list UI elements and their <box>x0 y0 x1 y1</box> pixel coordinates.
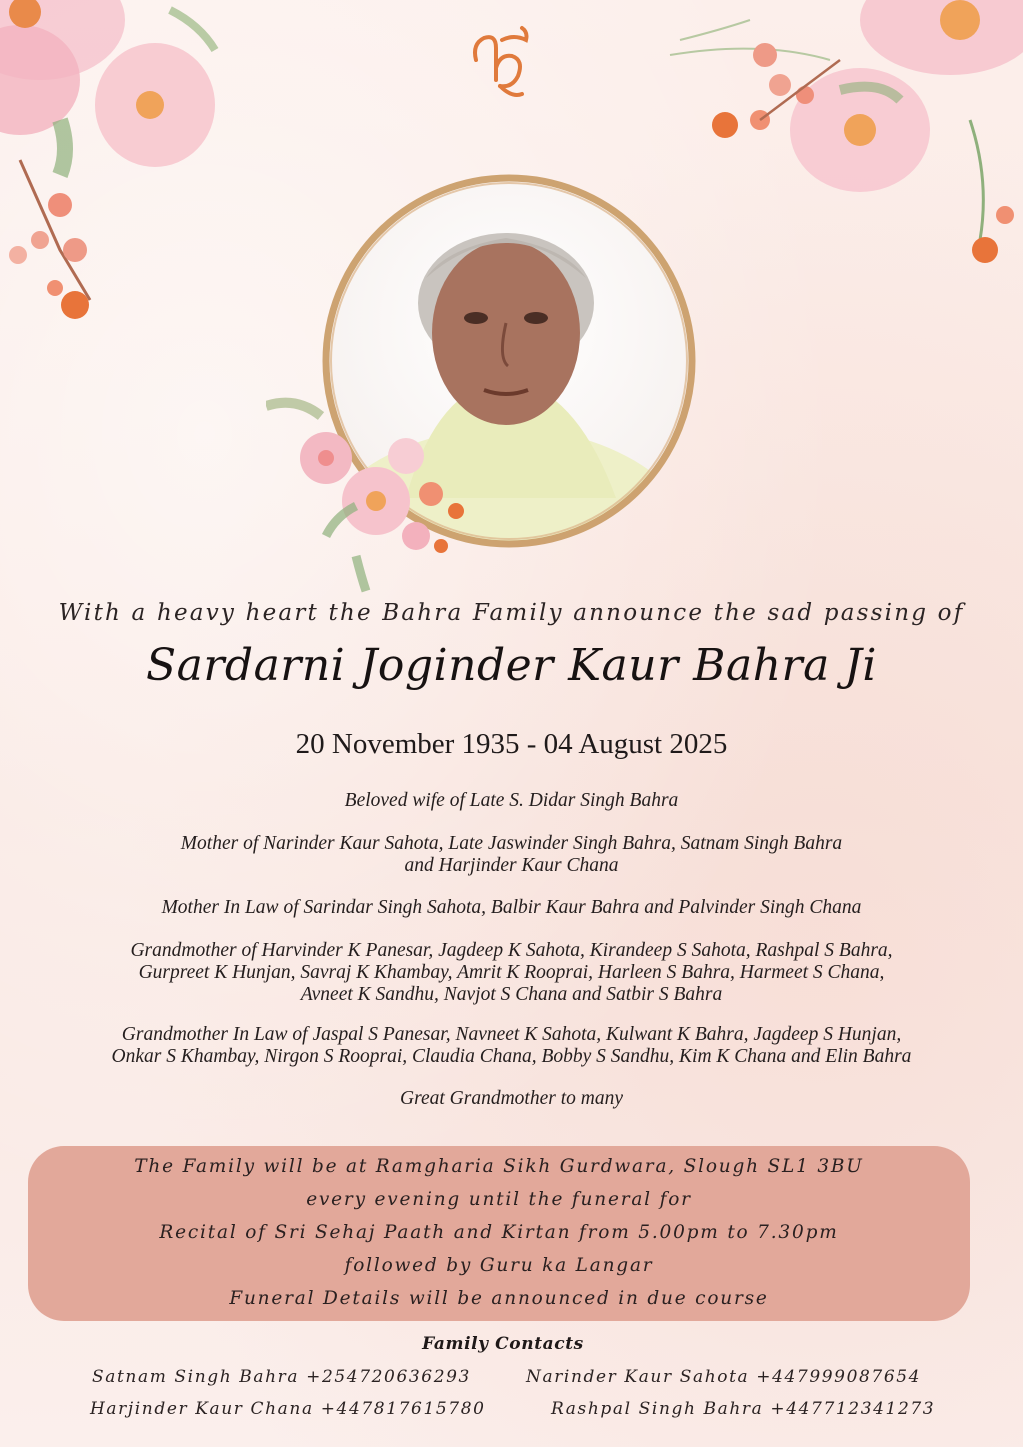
relation-grandmother-in-law <box>30 1024 993 1068</box>
event-line: Recital of Sri Sehaj Paath and Kirtan from 5.00pm to 7.30pm <box>159 1222 839 1243</box>
event-line: Funeral Details will be announced in due course <box>229 1288 769 1309</box>
relation-mother <box>30 833 993 877</box>
relation-wife <box>30 790 993 812</box>
event-line: followed by Guru ka Langar <box>344 1255 654 1276</box>
relation-grandmother <box>30 940 993 1006</box>
relation-line: Mother of Narinder Kaur Sahota, Late Jaswinder Singh Bahra, Satnam Singh Bahra <box>180 833 843 854</box>
announcement-headline: With a heavy heart the Bahra Family announce the sad passing of <box>58 600 965 626</box>
contact-entry: Rashpal Singh Bahra +447712341273 <box>551 1399 936 1419</box>
deceased-name: Sardarni Joginder Kaur Bahra Ji <box>146 640 877 691</box>
relation-line: Mother In Law of Sarindar Singh Sahota, Balbir Kaur Bahra and Palvinder Singh Chana <box>161 897 862 918</box>
relation-line: Great Grandmother to many <box>400 1088 623 1109</box>
life-dates: 20 November 1935 - 04 August 2025 <box>295 728 728 760</box>
relation-line: Avneet K Sandhu, Navjot S Chana and Satbir S Bahra <box>300 984 723 1005</box>
relation-mother-in-law <box>30 897 993 919</box>
ik-onkar-symbol <box>466 18 530 110</box>
contact-entry: Satnam Singh Bahra +254720636293 <box>92 1367 471 1387</box>
relation-line: Beloved wife of Late S. Didar Singh Bahra <box>344 790 679 811</box>
event-line: every evening until the funeral for <box>306 1189 692 1210</box>
event-line: The Family will be at Ramgharia Sikh Gurdwara, Slough SL1 3BU <box>134 1156 864 1177</box>
event-details-box <box>28 1146 970 1321</box>
relation-line: Grandmother of Harvinder K Panesar, Jagdeep K Sahota, Kirandeep S Sahota, Rashpal S Bahra, <box>130 940 893 961</box>
relation-line: Gurpreet K Hunjan, Savraj K Khambay, Amrit K Rooprai, Harleen S Bahra, Harmeet S Chana, <box>138 962 885 983</box>
family-contacts-title: Family Contacts <box>422 1334 584 1354</box>
relation-line: and Harjinder Kaur Chana <box>404 855 619 876</box>
relation-great-grandmother <box>30 1088 993 1110</box>
relation-line: Onkar S Khambay, Nirgon S Rooprai, Claudia Chana, Bobby S Sandhu, Kim K Chana and Elin Bahra <box>111 1046 912 1067</box>
floral-top-left-decoration <box>0 0 240 340</box>
relation-line: Grandmother In Law of Jaspal S Panesar, Navneet K Sahota, Kulwant K Bahra, Jagdeep S Hunjan, <box>121 1024 902 1045</box>
contact-entry: Harjinder Kaur Chana +447817615780 <box>90 1399 486 1419</box>
floral-bouquet-decoration <box>266 396 476 596</box>
contact-entry: Narinder Kaur Sahota +447999087654 <box>526 1367 922 1387</box>
